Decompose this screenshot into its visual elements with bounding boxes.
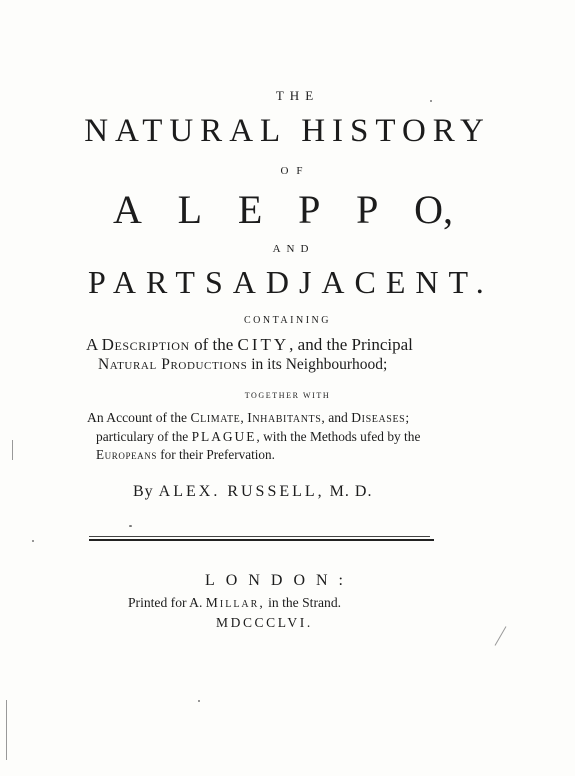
aleppo-letter: P	[356, 187, 379, 232]
ink-speck	[198, 700, 200, 702]
parts-word: PARTS	[88, 264, 233, 300]
title-aleppo	[113, 186, 453, 233]
page-edge-mark	[12, 440, 13, 460]
desc-city: CITY	[237, 335, 290, 354]
description-line-2	[98, 356, 387, 374]
title-natural-history: NATURAL HISTORY	[84, 113, 491, 149]
desc-a: A	[86, 335, 98, 354]
containing-label: CONTAINING	[244, 315, 331, 326]
title-and: AND	[272, 243, 315, 255]
imprint-strand: in the Strand.	[268, 595, 342, 610]
description-line-1	[86, 335, 413, 355]
aleppo-letter: O,	[414, 187, 453, 232]
aleppo-letter: L	[177, 187, 203, 232]
account-line-2	[96, 429, 420, 445]
account-climate: Climate	[190, 410, 241, 425]
account-inhabitants: Inhabitants	[247, 410, 322, 425]
author-degree: M. D.	[329, 483, 373, 500]
ink-speck	[129, 525, 132, 527]
adjacent-word: ADJACENT.	[232, 264, 494, 300]
desc-principal: , and the Principal	[289, 335, 413, 354]
author-by: By	[133, 483, 154, 500]
account-line-1: An Account of the Climate, Inhabitants, and Diseases;	[87, 410, 410, 425]
page-edge-mark	[6, 700, 7, 760]
author-line	[133, 483, 372, 501]
imprint-printed-for	[128, 595, 341, 611]
account-plague: PLAGUE	[191, 429, 257, 444]
account-methods: , with the Methods ufed by the	[256, 429, 421, 444]
page-edge-mark	[495, 626, 507, 646]
desc-of-the: of the	[194, 335, 234, 354]
account-and: and	[328, 410, 348, 425]
account-europeans: Europeans	[96, 447, 157, 462]
divider-rule-thin	[89, 536, 430, 537]
imprint-city: LONDON:	[205, 572, 354, 589]
ink-speck	[32, 540, 34, 542]
author-name: ALEX. RUSSELL,	[158, 483, 325, 500]
account-line-3	[96, 447, 275, 463]
title-the: THE	[275, 88, 320, 103]
account-diseases: Diseases	[351, 410, 406, 425]
aleppo-letter: P	[298, 187, 321, 232]
title-parts-adjacent	[88, 264, 494, 301]
ink-speck	[430, 100, 432, 102]
imprint-date: MDCCCLVI.	[216, 615, 313, 630]
desc-natural-productions: Natural Productions	[98, 356, 248, 373]
imprint-printed-a: Printed for A.	[128, 595, 203, 610]
account-preservation: for their Prefervation.	[160, 447, 275, 462]
account-intro: An Account of the	[87, 410, 188, 425]
desc-neighbourhood: in its Neighbourhood;	[251, 356, 388, 373]
together-with-label: TOGETHER WITH	[244, 391, 331, 400]
divider-rule-thick	[89, 539, 434, 541]
aleppo-letter: A	[113, 187, 142, 232]
aleppo-letter: E	[237, 187, 263, 232]
desc-description-word: Description	[101, 335, 190, 354]
account-particulary: particulary of the	[96, 429, 189, 444]
title-of: OF	[280, 165, 311, 177]
imprint-printer: Millar,	[205, 595, 265, 610]
